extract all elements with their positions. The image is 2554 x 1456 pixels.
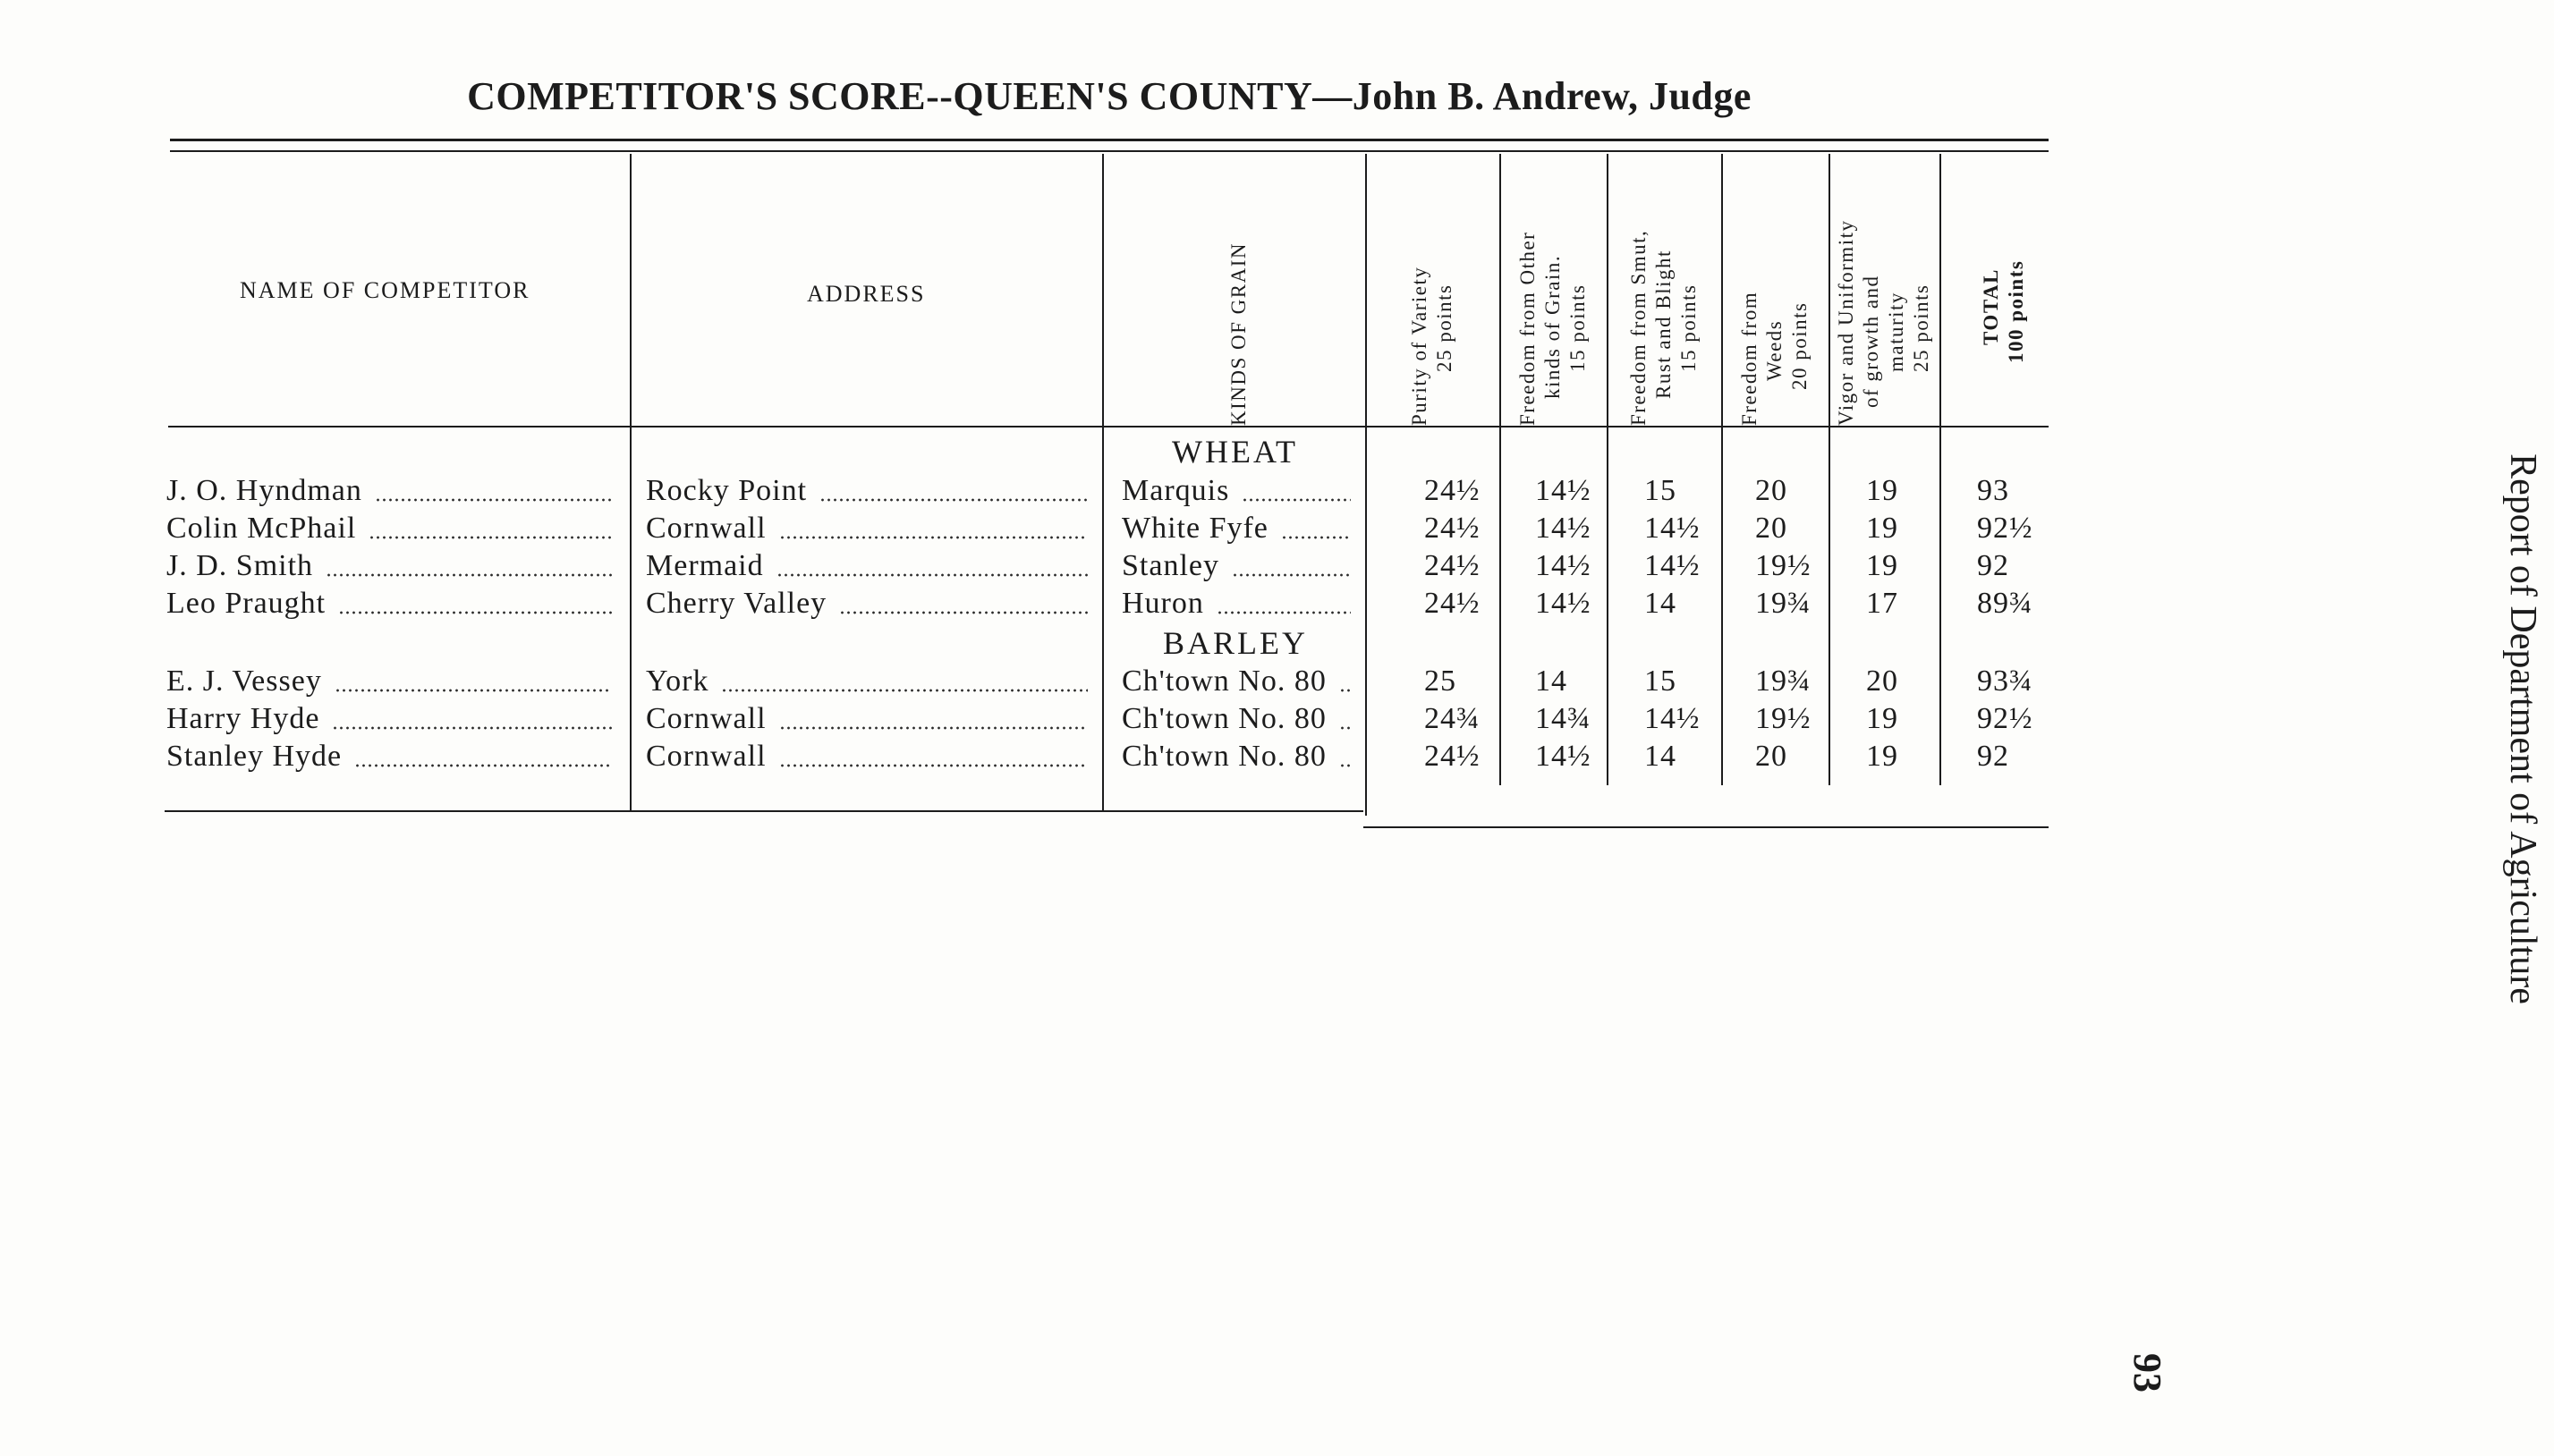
competitor-name: Leo Praught [166,585,617,622]
weeds-score: 20 [1755,740,1787,773]
other-grain-score: 14½ [1535,587,1591,620]
total-score: 92½ [1977,702,2033,735]
other-grain-score: 14 [1535,665,1567,698]
purity-score: 24¾ [1424,702,1481,735]
table-row [0,700,2329,738]
competitor-address: Cherry Valley [646,585,1093,622]
grain-kind: Ch'town No. 80 [1122,700,1356,738]
purity-score: 24½ [1424,512,1481,545]
header-vigor: Vigor and Uniformity of growth and maturity 25 points [1835,219,1932,426]
weeds-score: 20 [1755,474,1787,507]
smut-score: 14½ [1644,702,1701,735]
dot-leader [1339,726,1351,730]
grain-kind: White Fyfe [1122,510,1356,547]
competitor-name: E. J. Vessey [166,663,617,700]
weeds-score: 20 [1755,512,1787,545]
other-grain-score: 14½ [1535,549,1591,582]
weeds-score: 19½ [1755,549,1812,582]
header-smut: Freedom from Smut, Rust and Blight 15 points [1627,229,1700,426]
vigor-score: 19 [1866,474,1898,507]
section-label-barley: BARLEY [1163,625,1308,661]
section-label-wheat: WHEAT [1172,434,1298,470]
weeds-score: 19¾ [1755,665,1812,698]
header-address: ADDRESS [807,281,926,307]
smut-score: 14 [1644,587,1676,620]
competitor-address: Rocky Point [646,472,1093,510]
table-row [0,663,2329,700]
table-row [0,547,2329,585]
weeds-score: 19½ [1755,702,1812,735]
table-row [0,472,2329,510]
grain-kind: Ch'town No. 80 [1122,663,1356,700]
competitor-address: York [646,663,1093,700]
grain-kind: Stanley [1122,547,1356,585]
dot-leader [1339,764,1351,767]
dot-leader [779,726,1088,730]
dot-leader [375,498,612,502]
dot-leader [819,498,1088,502]
smut-score: 14 [1644,740,1676,773]
total-score: 92 [1977,549,2009,582]
dot-leader [1217,611,1351,614]
vigor-score: 17 [1866,587,1898,620]
smut-score: 14½ [1644,512,1701,545]
other-grain-score: 14½ [1535,740,1591,773]
total-score: 89¾ [1977,587,2033,620]
smut-score: 14½ [1644,549,1701,582]
side-heading: Report of Department of Agriculture [2502,453,2543,1004]
dot-leader [839,611,1088,614]
competitor-name: Harry Hyde [166,700,617,738]
top-rule [170,139,2049,141]
competitor-name: Stanley Hyde [166,738,617,775]
competitor-address: Cornwall [646,510,1093,547]
bottom-rule-right [1363,826,2049,828]
page-title: COMPETITOR'S SCORE--QUEEN'S COUNTY—John B. Andrew, Judge [467,74,1752,118]
total-score: 92 [1977,740,2009,773]
other-grain-score: 14½ [1535,474,1591,507]
weeds-score: 19¾ [1755,587,1812,620]
dot-leader [1339,689,1351,692]
dot-leader [1281,536,1351,539]
vigor-score: 19 [1866,702,1898,735]
competitor-name: J. D. Smith [166,547,617,585]
grain-kind: Ch'town No. 80 [1122,738,1356,775]
competitor-name: Colin McPhail [166,510,617,547]
dot-leader [721,689,1088,692]
dot-leader [369,536,612,539]
header-purity: Purity of Variety 25 points [1408,266,1455,426]
purity-score: 24½ [1424,587,1481,620]
header-kinds: KINDS OF GRAIN [1227,241,1250,426]
vigor-score: 20 [1866,665,1898,698]
dot-leader [338,611,612,614]
other-grain-score: 14¾ [1535,702,1591,735]
competitor-address: Cornwall [646,738,1093,775]
vigor-score: 19 [1866,740,1898,773]
competitor-name: J. O. Hyndman [166,472,617,510]
dot-leader [779,536,1088,539]
purity-score: 24½ [1424,549,1481,582]
competitor-address: Cornwall [646,700,1093,738]
header-weeds: Freedom from Weeds 20 points [1738,291,1811,426]
table-row [0,510,2329,547]
dot-leader [1232,573,1351,577]
dot-leader [335,689,612,692]
purity-score: 24½ [1424,740,1481,773]
total-score: 93 [1977,474,2009,507]
header-other-grain: Freedom from Other kinds of Grain. 15 points [1516,231,1589,426]
page-number: 93 [2126,1353,2169,1393]
dot-leader [776,573,1088,577]
purity-score: 25 [1424,665,1456,698]
dot-leader [326,573,612,577]
smut-score: 15 [1644,665,1676,698]
total-score: 93¾ [1977,665,2033,698]
header-name: NAME OF COMPETITOR [240,277,530,303]
smut-score: 15 [1644,474,1676,507]
grain-kind: Huron [1122,585,1356,622]
grain-kind: Marquis [1122,472,1356,510]
vigor-score: 19 [1866,512,1898,545]
vigor-score: 19 [1866,549,1898,582]
table-row [0,585,2329,622]
other-grain-score: 14½ [1535,512,1591,545]
dot-leader [1242,498,1351,502]
top-rule-inner [170,150,2049,152]
total-score: 92½ [1977,512,2033,545]
dot-leader [354,764,612,767]
bottom-rule [165,810,1363,812]
header-rule [168,426,2049,427]
header-total: TOTAL 100 points [1980,259,2027,363]
competitor-address: Mermaid [646,547,1093,585]
table-row [0,738,2329,775]
dot-leader [779,764,1088,767]
purity-score: 24½ [1424,474,1481,507]
dot-leader [332,726,612,730]
